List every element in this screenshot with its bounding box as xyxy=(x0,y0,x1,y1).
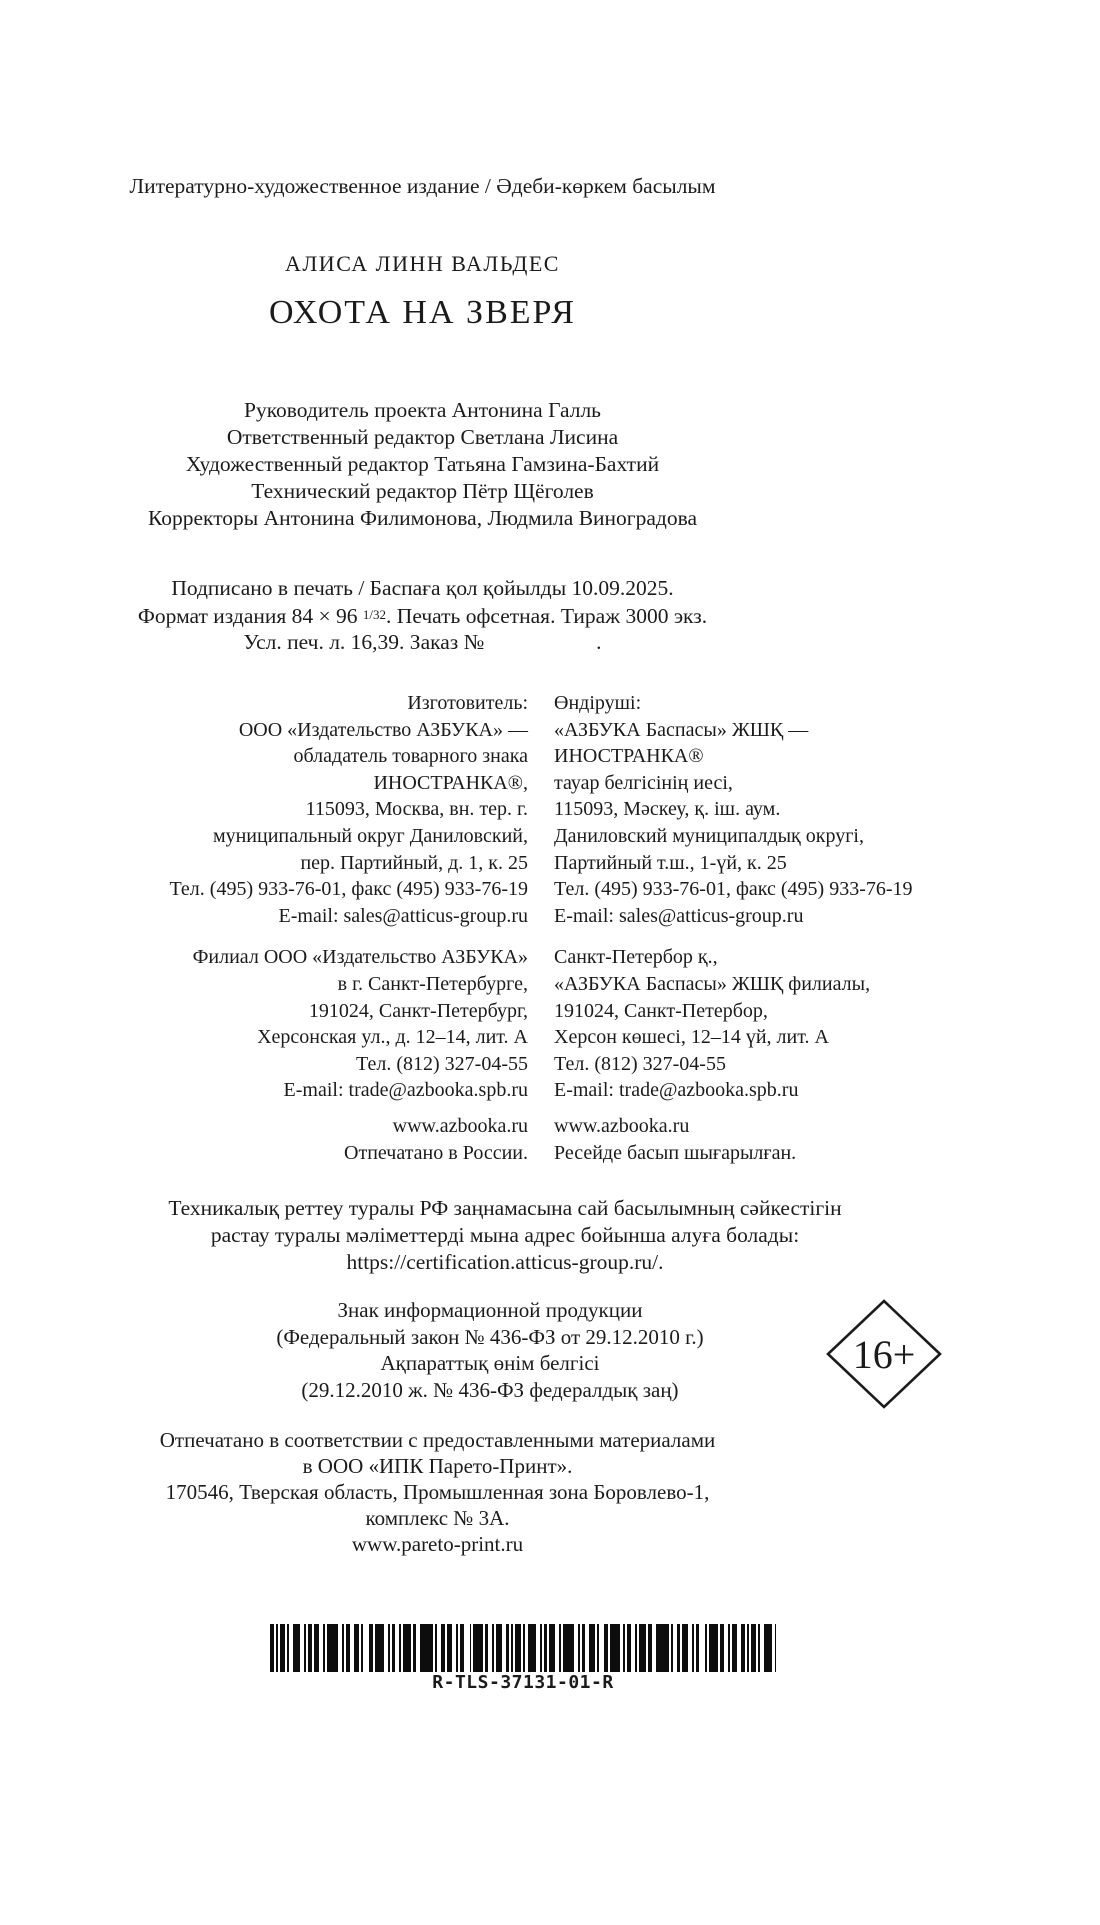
text-line: Даниловский муниципалдық округі, xyxy=(554,824,864,847)
branch-kz-block xyxy=(554,944,1000,1104)
certification-url: https://certification.atticus-group.ru/. xyxy=(346,1250,664,1274)
text-line: Херсонская ул., д. 12–14, лит. А xyxy=(257,1026,528,1049)
text-line: Херсон көшесі, 12–14 үй, лит. А xyxy=(554,1026,829,1049)
text-line: Санкт-Петербор қ., xyxy=(554,946,718,969)
order-line xyxy=(0,629,845,656)
website-line: www.azbooka.ru xyxy=(392,1114,528,1137)
format-suffix: . Печать офсетная. Тираж 3000 экз. xyxy=(386,603,708,628)
credit-line-technical-editor: Технический редактор Пётр Щёголев xyxy=(251,479,594,503)
text-line: «АЗБУКА Баспасы» ЖШҚ — xyxy=(554,718,809,741)
manufacturer-ru-block xyxy=(0,690,528,929)
text-line: муниципальный округ Даниловский, xyxy=(212,824,528,847)
credit-line-proofreaders: Корректоры Антонина Филимонова, Людмила Виноградова xyxy=(147,506,698,530)
manufacturer-kz-block xyxy=(554,690,1000,929)
email-line: E-mail: trade@azbooka.spb.ru xyxy=(554,1079,799,1102)
barcode xyxy=(270,1624,776,1672)
printer-line: в ООО «ИПК Парето-Принт». xyxy=(302,1454,573,1478)
printed-in-line: Отпечатано в России. xyxy=(344,1141,528,1164)
publisher-columns xyxy=(0,690,1000,1166)
edition-line: Литературно-художественное издание / Әдеби-көркем басылым xyxy=(129,174,716,198)
format-line xyxy=(0,602,845,630)
info-sign-line: Знак информационной продукции xyxy=(337,1298,643,1322)
order-suffix: . xyxy=(596,630,602,654)
printer-website-line: www.pareto-print.ru xyxy=(351,1532,524,1556)
info-sign-line: (Федеральный закон № 436-ФЗ от 29.12.2010 г.) xyxy=(276,1324,704,1349)
printing-house-block xyxy=(15,1427,860,1557)
credit-line-art-editor: Художественный редактор Татьяна Гамзина-Бахтий xyxy=(185,452,660,476)
website-line: www.azbooka.ru xyxy=(554,1114,690,1137)
text-line: Партийный т.ш., 1-үй, к. 25 xyxy=(554,851,787,874)
text-line: «АЗБУКА Баспасы» ЖШҚ филиалы, xyxy=(554,972,871,995)
text-line: 191024, Санкт-Петербург, xyxy=(308,999,528,1022)
email-line: E-mail: sales@atticus-group.ru xyxy=(278,904,528,927)
kazakh-column xyxy=(554,690,1000,1166)
credits-block xyxy=(0,397,845,532)
age-rating-text: 16+ xyxy=(852,1332,916,1377)
email-line: E-mail: trade@azbooka.spb.ru xyxy=(283,1079,528,1102)
russian-column xyxy=(0,690,528,1166)
footer-kz-block xyxy=(554,1113,1000,1166)
text-line: 191024, Санкт-Петербор, xyxy=(554,999,768,1022)
credit-line-managing-editor: Ответственный редактор Светлана Лисина xyxy=(226,425,619,449)
text-line: 115093, Мәскеу, қ. іш. аум. xyxy=(554,798,781,821)
info-sign-line: (29.12.2010 ж. № 436-ФЗ федералдық заң) xyxy=(301,1377,679,1402)
email-line: E-mail: sales@atticus-group.ru xyxy=(554,904,804,927)
text-line: тауар белгісінің иесі, xyxy=(554,771,733,794)
certification-block xyxy=(60,1195,950,1276)
printer-line: 170546, Тверская область, Промышленная зона Боровлево-1, xyxy=(165,1480,710,1504)
text-line: 115093, Москва, вн. тер. г. xyxy=(305,798,528,821)
text-line: обладатель товарного знака xyxy=(293,745,528,768)
text-line: ИНОСТРАНКА® xyxy=(554,745,704,768)
print-info-block xyxy=(0,575,845,656)
order-prefix: Усл. печ. л. 16,39. Заказ № xyxy=(243,630,485,654)
barcode-label: R-TLS-37131-01-R xyxy=(432,1672,614,1693)
phone-line: Тел. (495) 933-76-01, факс (495) 933-76-19 xyxy=(554,878,913,901)
format-fraction: 1/32 xyxy=(362,606,387,622)
age-rating-badge xyxy=(826,1299,942,1409)
branch-ru-block xyxy=(0,944,528,1104)
signed-to-print-line: Подписано в печать / Баспаға қол қойылды 10.09.2025. xyxy=(171,576,674,600)
text-line: Өндіруші: xyxy=(554,692,642,714)
text-line: ИНОСТРАНКА®, xyxy=(373,771,528,794)
text-line: ООО «Издательство АЗБУКА» — xyxy=(238,718,528,741)
certification-line: Техникалық реттеу туралы РФ заңнамасына сай басылымның сәйкестігін xyxy=(168,1196,842,1220)
certification-line: растау туралы мәліметтерді мына адрес бойынша алуға болады: xyxy=(210,1223,800,1247)
text-line: пер. Партийный, д. 1, к. 25 xyxy=(300,851,528,874)
printer-line: Отпечатано в соответствии с предоставленными материалами xyxy=(159,1428,716,1452)
printer-line: комплекс № 3А. xyxy=(365,1506,510,1530)
text-line: Филиал ООО «Издательство АЗБУКА» xyxy=(192,946,528,969)
information-product-sign-block xyxy=(110,1297,870,1403)
phone-line: Тел. (812) 327-04-55 xyxy=(554,1052,726,1075)
phone-line: Тел. (812) 327-04-55 xyxy=(356,1052,528,1075)
info-sign-line: Ақпараттық өнім белгісі xyxy=(380,1351,600,1375)
text-line: Изготовитель: xyxy=(407,692,528,714)
book-title: ОХОТА НА ЗВЕРЯ xyxy=(269,294,576,331)
author-name: АЛИСА ЛИНН ВАЛЬДЕС xyxy=(285,251,560,276)
format-prefix: Формат издания 84 × 96 xyxy=(137,603,363,628)
footer-ru-block xyxy=(0,1113,528,1166)
phone-line: Тел. (495) 933-76-01, факс (495) 933-76-19 xyxy=(169,878,528,901)
credit-line-project-lead: Руководитель проекта Антонина Галль xyxy=(243,398,601,422)
text-line: в г. Санкт-Петербурге, xyxy=(337,972,528,995)
printed-in-line: Ресейде басып шығарылған. xyxy=(554,1141,797,1164)
